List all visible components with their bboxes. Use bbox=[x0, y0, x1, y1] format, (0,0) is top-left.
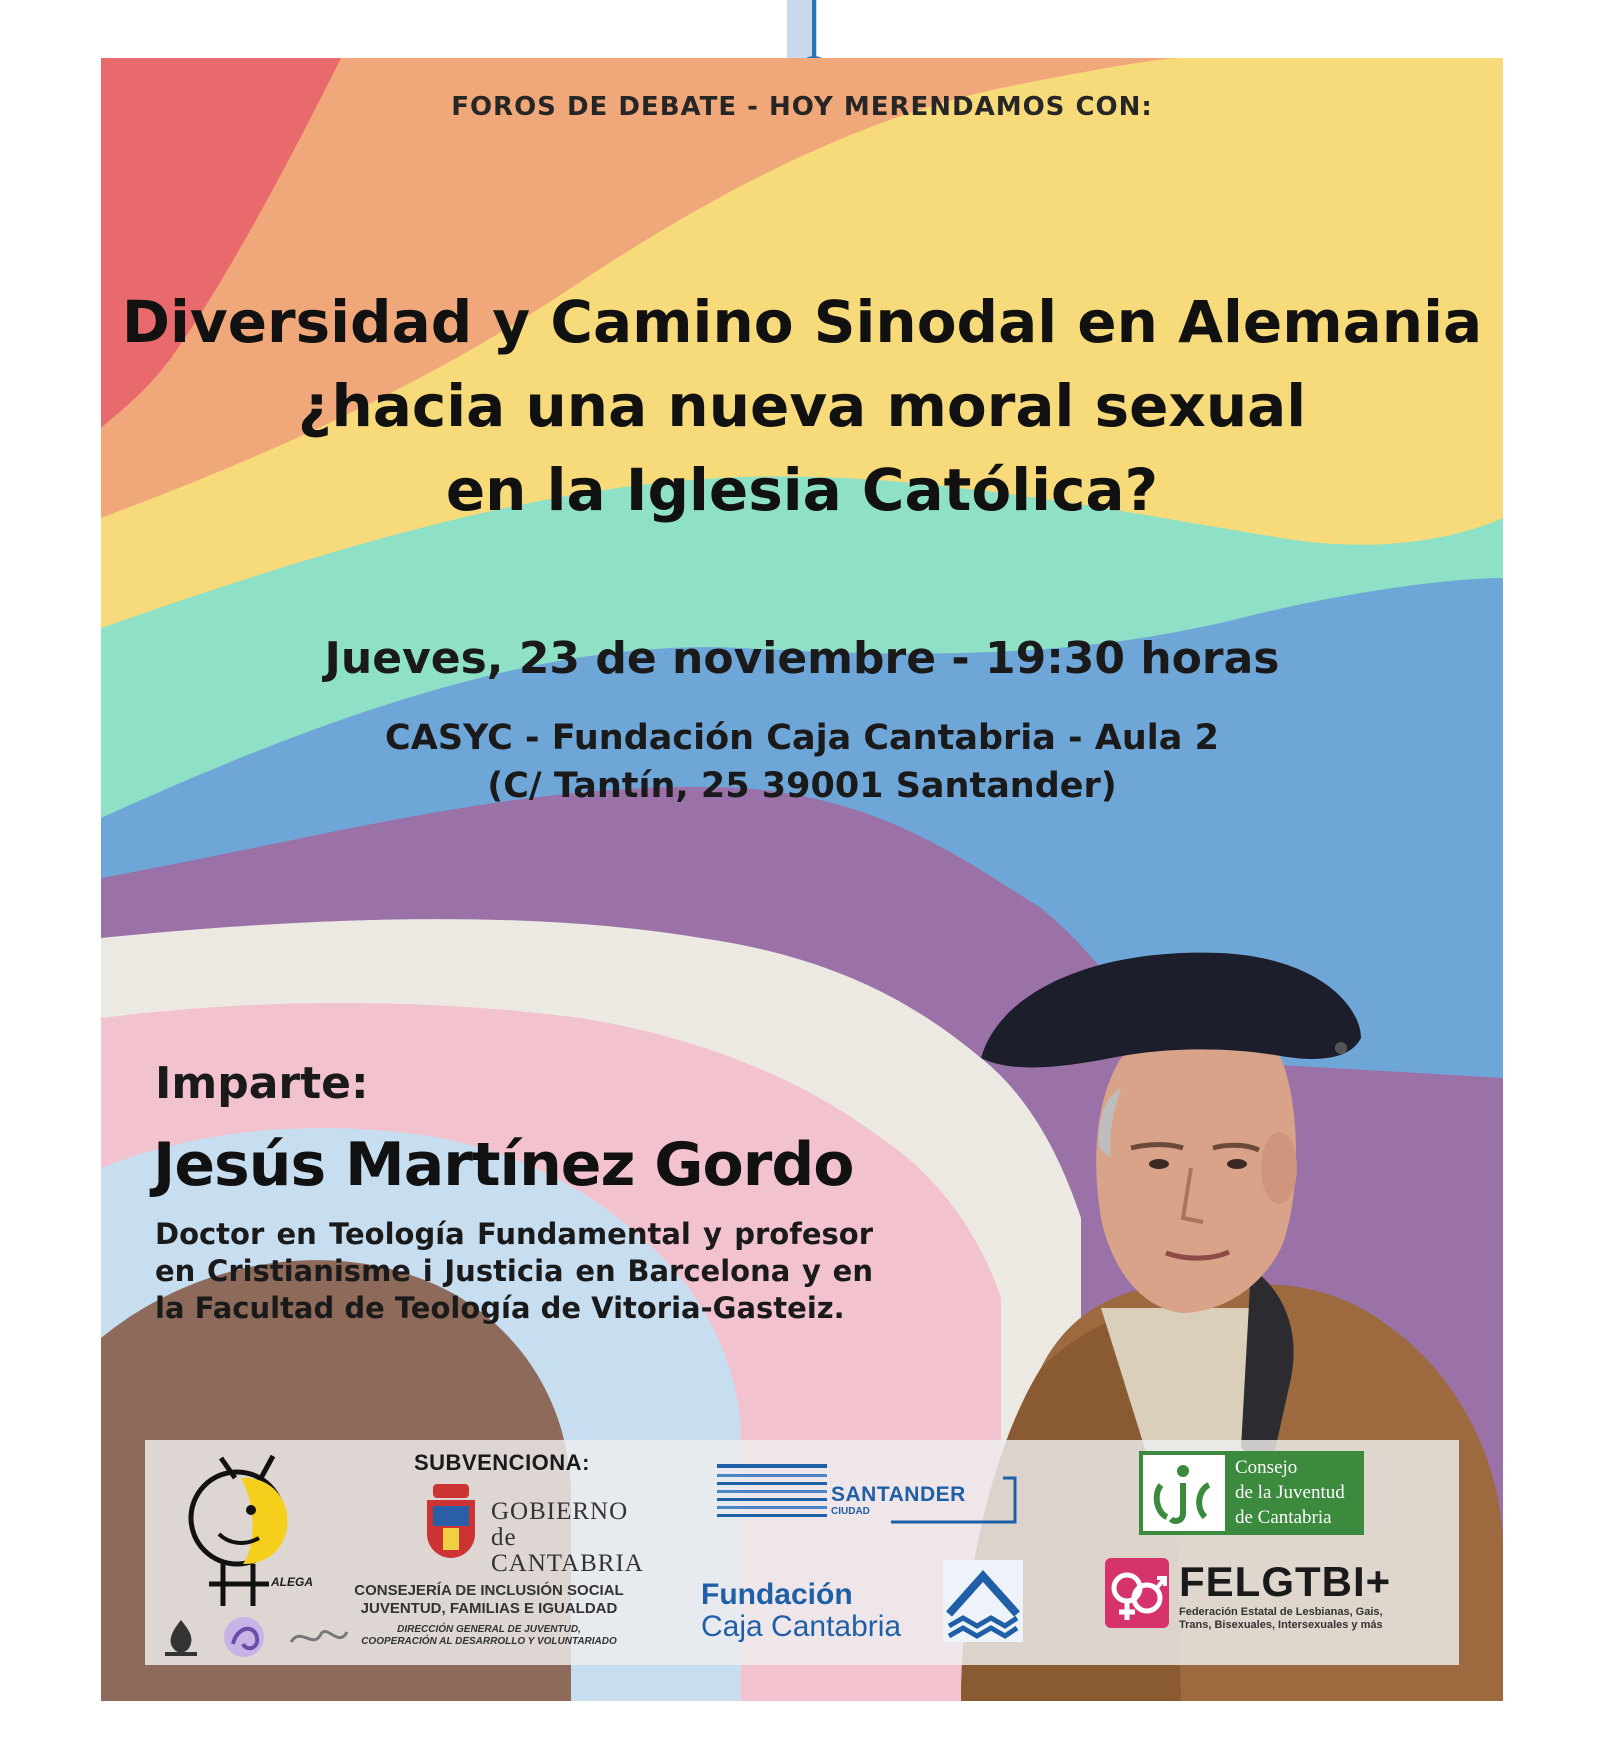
direccion-line-1: DIRECCIÓN GENERAL DE JUVENTUD, bbox=[397, 1624, 581, 1635]
speaker-label: Imparte: bbox=[155, 1058, 369, 1109]
direccion-line-2: COOPERACIÓN AL DESARROLLO Y VOLUNTARIADO bbox=[361, 1636, 617, 1647]
partner-logo-flame bbox=[159, 1618, 203, 1658]
alega-label: ALEGA bbox=[271, 1575, 313, 1589]
cjc-text bbox=[1235, 1455, 1345, 1530]
fundacion-wordmark: Fundación bbox=[701, 1578, 853, 1611]
santander-ciudad-logo-mark bbox=[717, 1460, 827, 1522]
event-title bbox=[101, 280, 1503, 532]
speaker-name: Jesús Martínez Gordo bbox=[153, 1130, 854, 1200]
partner-logo-swirl bbox=[221, 1614, 267, 1660]
title-line-1: Diversidad y Camino Sinodal en Alemania bbox=[121, 288, 1483, 356]
venue-line-2: (C/ Tantín, 25 39001 Santander) bbox=[487, 766, 1117, 806]
santander-bracket-icon bbox=[831, 1476, 1017, 1524]
poster-kicker: FOROS DE DEBATE - HOY MERENDAMOS CON: bbox=[451, 92, 1153, 122]
venue-line-1: CASYC - Fundación Caja Cantabria - Aula 2 bbox=[385, 718, 1219, 758]
gobierno-line-2: de bbox=[491, 1524, 517, 1551]
consejeria-line-1: CONSEJERÍA DE INCLUSIÓN SOCIAL bbox=[354, 1582, 624, 1599]
event-poster bbox=[101, 58, 1503, 1701]
gobierno-line-1: GOBIERNO bbox=[491, 1498, 629, 1525]
alega-logo bbox=[179, 1448, 319, 1608]
santander-wordmark: SANTANDER bbox=[831, 1483, 966, 1506]
subvenciona-label: SUBVENCIONA: bbox=[414, 1450, 590, 1475]
gobierno-line-3: CANTABRIA bbox=[491, 1550, 644, 1577]
caja-cantabria-mountain-icon bbox=[943, 1560, 1023, 1642]
cjc-line-3: de Cantabria bbox=[1235, 1507, 1332, 1528]
felgtbi-wordmark: FELGTBI+ bbox=[1179, 1558, 1392, 1605]
consejeria-line-2: JUVENTUD, FAMILIAS E IGUALDAD bbox=[360, 1600, 618, 1617]
caja-cantabria-wordmark: Caja Cantabria bbox=[701, 1610, 902, 1643]
santander-sub: CIUDAD bbox=[831, 1506, 870, 1517]
cjc-line-1: Consejo bbox=[1235, 1457, 1298, 1478]
felgtbi-symbol-icon bbox=[1105, 1558, 1169, 1628]
cjc-icon-box bbox=[1143, 1455, 1225, 1531]
event-venue bbox=[101, 714, 1503, 810]
cantabria-coat-of-arms bbox=[423, 1484, 479, 1560]
speaker-bio: Doctor en Teología Fundamental y profesor en Cristianisme i Justicia en Barcelona y en la Facultad de Teología de Vitoria-Gasteiz. bbox=[155, 1217, 873, 1325]
cjc-line-2: de la Juventud bbox=[1235, 1482, 1345, 1503]
felgtbi-subtitle: Federación Estatal de Lesbianas, Gais, Trans, Bisexuales, Intersexuales y más bbox=[1179, 1606, 1383, 1631]
cjc-mark-icon bbox=[1143, 1455, 1225, 1531]
title-line-2: ¿hacia una nueva moral sexual bbox=[297, 372, 1307, 440]
title-line-3: en la Iglesia Católica? bbox=[445, 456, 1159, 524]
event-date: Jueves, 23 de noviembre - 19:30 horas bbox=[324, 633, 1280, 684]
consejo-juventud-logo bbox=[1139, 1451, 1364, 1535]
